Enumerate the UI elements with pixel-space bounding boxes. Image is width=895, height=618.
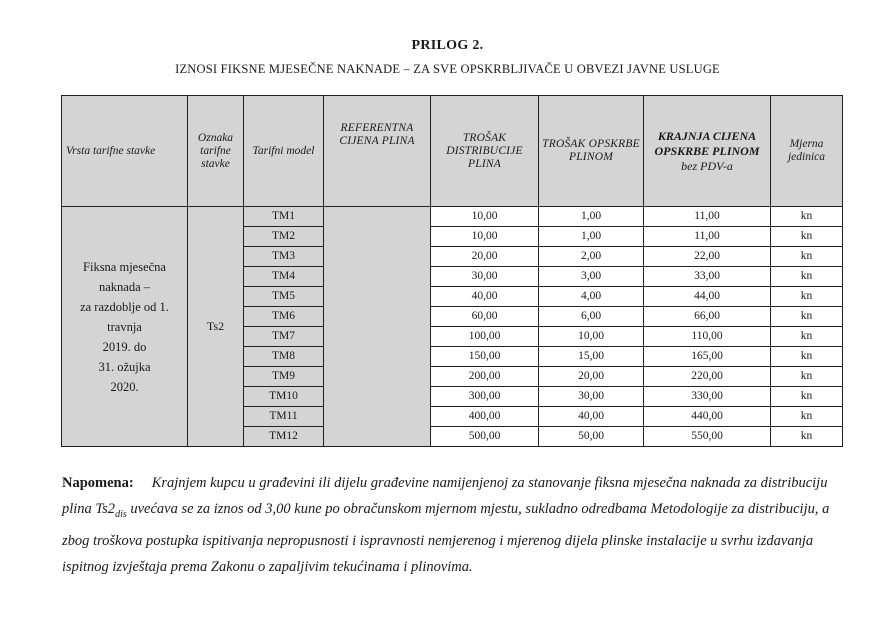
header-final-price-main: KRAJNJA CIJENA OPSKRBE PLINOM [654,128,760,158]
final-price-cell: 165,00 [644,347,771,367]
note-text-start: Krajnjem kupcu u građevini ili dijelu građevine namijenjenoj za stanovanje fiksna mjesečna naknada za distribuciju plina Ts2 [62,475,828,517]
distribution-cost-cell: 300,00 [431,387,539,407]
distribution-cost-cell: 150,00 [431,347,539,367]
header-tariff-code: Oznaka tarifne stavke [188,96,244,207]
tariff-model-cell: TM11 [244,407,324,427]
table-row [62,207,843,227]
tariff-model-cell: TM12 [244,427,324,447]
note-text-end: uvećava se za iznos od 3,00 kune po obračunskom mjernom mjestu, sukladno odredbama Metodologije za distribuciju, a zbog troškova postupka ispitivanja nepropusnosti i ispravnosti nemjerenog i mjerenog dijela plinske instalacije u svrhu izdavanja ispitnog izvještaja prema Zakonu o zapaljivim tekućinama i plinovima. [62,501,830,575]
distribution-cost-cell: 40,00 [431,287,539,307]
distribution-cost-cell: 20,00 [431,247,539,267]
distribution-cost-cell: 30,00 [431,267,539,287]
supply-cost-cell: 15,00 [539,347,644,367]
tariff-type-description [62,207,188,447]
header-final-price [644,96,771,207]
final-price-cell: 33,00 [644,267,771,287]
tariff-model-cell: TM7 [244,327,324,347]
supply-cost-cell: 20,00 [539,367,644,387]
final-price-cell: 440,00 [644,407,771,427]
supply-cost-cell: 6,00 [539,307,644,327]
unit-cell: kn [771,207,843,227]
final-price-cell: 330,00 [644,387,771,407]
header-unit: Mjerna jedinica [771,96,843,207]
unit-cell: kn [771,407,843,427]
supply-cost-cell: 3,00 [539,267,644,287]
unit-cell: kn [771,367,843,387]
description-line: Fiksna mjesečna [83,259,166,274]
unit-cell: kn [771,247,843,267]
table-header-row [62,96,843,207]
header-reference-price: REFERENTNA CIJENA PLINA [324,96,431,207]
distribution-cost-cell: 10,00 [431,227,539,247]
tariff-table [61,95,843,447]
tariff-model-cell: TM8 [244,347,324,367]
supply-cost-cell: 1,00 [539,207,644,227]
distribution-cost-cell: 500,00 [431,427,539,447]
unit-cell: kn [771,427,843,447]
unit-cell: kn [771,267,843,287]
tariff-model-cell: TM1 [244,207,324,227]
final-price-cell: 11,00 [644,227,771,247]
supply-cost-cell: 10,00 [539,327,644,347]
final-price-cell: 66,00 [644,307,771,327]
final-price-cell: 110,00 [644,327,771,347]
description-line: naknada – [98,279,151,294]
unit-cell: kn [771,327,843,347]
tariff-model-cell: TM5 [244,287,324,307]
page-heading: PRILOG 2. [411,38,484,53]
note-paragraph [62,470,847,580]
distribution-cost-cell: 400,00 [431,407,539,427]
unit-cell: kn [771,227,843,247]
tariff-model-cell: TM4 [244,267,324,287]
distribution-cost-cell: 200,00 [431,367,539,387]
header-tariff-model: Tarifni model [244,96,324,207]
note-label: Napomena: [62,475,134,491]
tariff-model-cell: TM3 [244,247,324,267]
unit-cell: kn [771,387,843,407]
final-price-cell: 220,00 [644,367,771,387]
unit-cell: kn [771,347,843,367]
unit-cell: kn [771,287,843,307]
header-final-price-sub: bez PDV-a [681,158,733,173]
table-body [62,207,843,447]
final-price-cell: 44,00 [644,287,771,307]
distribution-cost-cell: 60,00 [431,307,539,327]
unit-cell: kn [771,307,843,327]
distribution-cost-cell: 10,00 [431,207,539,227]
tariff-model-cell: TM9 [244,367,324,387]
reference-price-cell [324,207,431,447]
tariff-code-cell: Ts2 [188,207,244,447]
note-subscript: dis [115,508,127,520]
distribution-cost-cell: 100,00 [431,327,539,347]
description-line: 31. ožujka [98,359,151,374]
final-price-cell: 11,00 [644,207,771,227]
page-subheading: IZNOSI FIKSNE MJESEČNE NAKNADE – ZA SVE OPSKRBLJIVAČE U OBVEZI JAVNE USLUGE [175,62,720,76]
supply-cost-cell: 2,00 [539,247,644,267]
supply-cost-cell: 30,00 [539,387,644,407]
header-distribution-cost: TROŠAK DISTRIBUCIJE PLINA [431,96,539,207]
final-price-cell: 550,00 [644,427,771,447]
tariff-model-cell: TM6 [244,307,324,327]
supply-cost-cell: 40,00 [539,407,644,427]
final-price-cell: 22,00 [644,247,771,267]
supply-cost-cell: 4,00 [539,287,644,307]
tariff-model-cell: TM2 [244,227,324,247]
description-line: za razdoblje od 1. [80,299,169,314]
description-line: 2020. [110,379,139,394]
description-line: travnja [107,319,142,334]
tariff-model-cell: TM10 [244,387,324,407]
supply-cost-cell: 50,00 [539,427,644,447]
supply-cost-cell: 1,00 [539,227,644,247]
header-supply-cost: TROŠAK OPSKRBE PLINOM [539,96,644,207]
description-line: 2019. do [102,339,147,354]
header-tariff-type: Vrsta tarifne stavke [62,96,188,207]
